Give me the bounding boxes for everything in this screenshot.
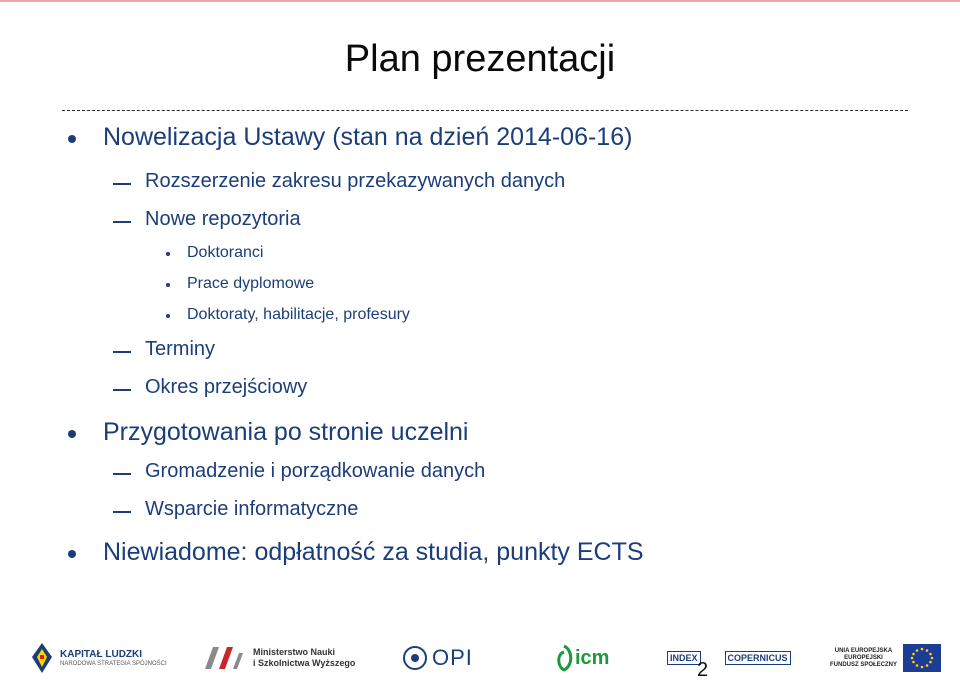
icm-logo bbox=[553, 638, 609, 678]
sub-sub-item-1-text: Doktoranci bbox=[187, 244, 264, 261]
bullet-item-2 bbox=[103, 418, 468, 447]
bullet-item-1-text: Nowelizacja Ustawy (stan na dzień 2014-06-16) bbox=[103, 123, 633, 151]
sub-item-2-2 bbox=[145, 498, 358, 521]
sub-item-1-2 bbox=[145, 208, 301, 231]
sub-item-1-3-text: Terminy bbox=[145, 338, 216, 360]
dot-marker bbox=[166, 283, 170, 287]
sub-item-2-1-text: Gromadzenie i porządkowanie danych bbox=[145, 460, 486, 482]
eu-line2: EUROPEJSKI bbox=[844, 654, 883, 661]
sub-sub-item-2 bbox=[187, 275, 314, 293]
icm-text: icm bbox=[575, 646, 610, 669]
dash-marker bbox=[113, 473, 131, 475]
dash-marker bbox=[113, 511, 131, 513]
bullet-dot bbox=[68, 135, 76, 143]
ministerstwo-line2: i Szkolnictwa Wyższego bbox=[253, 658, 356, 668]
sub-item-1-4 bbox=[145, 376, 307, 399]
sub-item-1-1-text: Rozszerzenie zakresu przekazywanych danych bbox=[145, 170, 566, 192]
ministerstwo-line1: Ministerstwo Nauki bbox=[253, 647, 336, 657]
kapital-ludzki-name: KAPITAŁ LUDZKI bbox=[60, 648, 143, 660]
top-accent-line bbox=[0, 0, 960, 2]
ministerstwo-icon bbox=[205, 647, 245, 669]
kapital-ludzki-sub: NARODOWA STRATEGIA SPÓJNOŚCI bbox=[60, 660, 167, 667]
bullet-item-2-text: Przygotowania po stronie uczelni bbox=[103, 418, 469, 446]
dash-marker bbox=[113, 351, 131, 353]
bullet-item-3 bbox=[103, 538, 644, 567]
sub-sub-item-3-text: Doktoraty, habilitacje, profesury bbox=[187, 306, 410, 323]
footer-logos bbox=[0, 638, 960, 683]
dash-marker bbox=[113, 183, 131, 185]
index-text: INDEX bbox=[667, 651, 701, 665]
bullet-item-1 bbox=[103, 123, 632, 152]
bullet-dot bbox=[68, 430, 76, 438]
sub-sub-item-2-text: Prace dyplomowe bbox=[187, 275, 315, 292]
index-copernicus-logo bbox=[667, 638, 791, 678]
page-number: 2 bbox=[697, 659, 709, 681]
dot-marker bbox=[166, 252, 170, 256]
bullet-dot bbox=[68, 550, 76, 558]
sub-item-1-3 bbox=[145, 338, 215, 361]
bullet-item-3-text: Niewiadome: odpłatność za studia, punkty ECTS bbox=[103, 538, 644, 566]
title-divider bbox=[62, 110, 908, 111]
slide-title: Plan prezentacji bbox=[344, 38, 616, 80]
eu-line3: FUNDUSZ SPOŁECZNY bbox=[830, 661, 898, 668]
sub-item-2-1 bbox=[145, 460, 485, 483]
kapital-ludzki-icon bbox=[30, 641, 54, 675]
dash-marker bbox=[113, 221, 131, 223]
ministerstwo-logo bbox=[205, 638, 355, 678]
eu-line1: UNIA EUROPEJSKA bbox=[834, 647, 893, 654]
copernicus-text: COPERNICUS bbox=[725, 651, 791, 665]
sub-item-1-2-text: Nowe repozytoria bbox=[145, 208, 301, 230]
opi-emblem-icon bbox=[402, 645, 428, 671]
sub-item-1-1 bbox=[145, 170, 565, 193]
sub-item-2-2-text: Wsparcie informatyczne bbox=[145, 498, 359, 520]
eu-logo bbox=[830, 638, 941, 678]
opi-logo bbox=[402, 638, 473, 678]
opi-text: OPI bbox=[432, 645, 473, 670]
dash-marker bbox=[113, 389, 131, 391]
dot-marker bbox=[166, 314, 170, 318]
sub-item-1-4-text: Okres przejściowy bbox=[145, 376, 308, 398]
eu-flag-icon bbox=[903, 644, 941, 672]
kapital-ludzki-logo bbox=[30, 638, 167, 678]
sub-sub-item-1 bbox=[187, 244, 263, 262]
icm-swirl-icon bbox=[553, 644, 575, 672]
sub-sub-item-3 bbox=[187, 306, 410, 324]
